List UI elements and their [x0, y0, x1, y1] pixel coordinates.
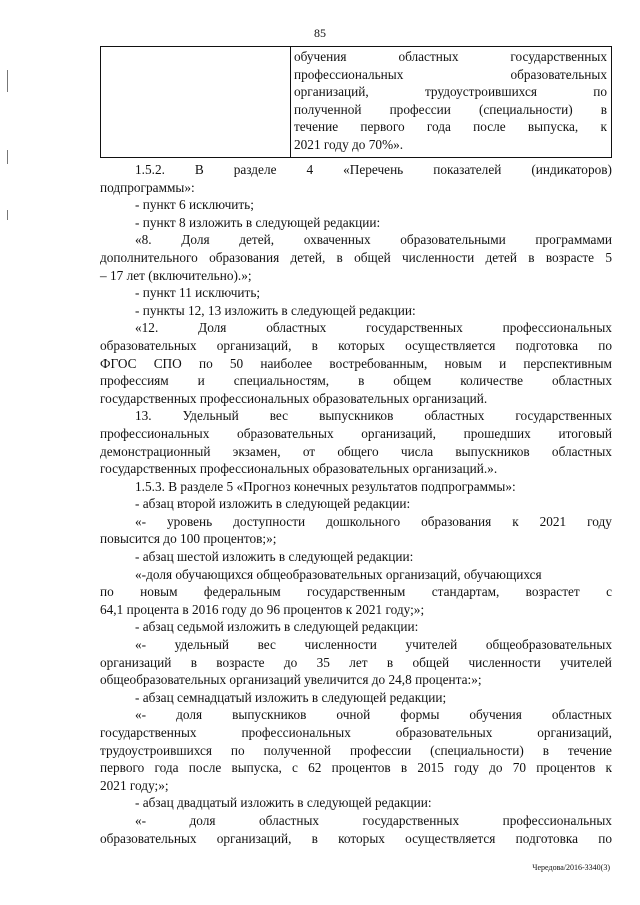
- word: уровень: [167, 513, 213, 529]
- word: возрастет: [525, 584, 580, 600]
- word: в: [600, 101, 607, 117]
- text-line: повысится до 100 процентов;»;: [100, 531, 277, 547]
- text-line: [100, 654, 612, 672]
- word: процентов: [536, 760, 596, 776]
- text-line: [100, 583, 612, 601]
- table-cell-line: [294, 101, 607, 119]
- word: разделе: [233, 162, 277, 177]
- text-line: [100, 407, 612, 425]
- word: выпускников: [455, 443, 530, 459]
- text-line: - абзац двадцатый изложить в следующей редакции:: [135, 795, 432, 811]
- table-cell-line: [294, 136, 607, 154]
- word: полученной: [294, 101, 362, 117]
- word: профессиональных: [502, 812, 612, 828]
- word: дополнительного: [100, 249, 198, 265]
- text-line: - пункт 6 исключить;: [135, 197, 254, 213]
- word: профессии: [389, 101, 451, 117]
- binding-margin-mark: [7, 210, 8, 220]
- word: числа: [400, 443, 434, 459]
- word: областных: [259, 812, 320, 828]
- text-line: - пункты 12, 13 изложить в следующей редакции:: [135, 302, 416, 318]
- word: профессиональных: [294, 66, 404, 82]
- word: 2021: [539, 513, 567, 529]
- word: трудоустроившихся: [424, 84, 537, 100]
- text-line: [100, 513, 612, 531]
- word: областных: [551, 443, 612, 459]
- text-line: подпрограммы»:: [100, 179, 195, 195]
- word: формы: [400, 707, 440, 723]
- table-cell-line: [294, 66, 607, 84]
- word: выпускников: [319, 408, 394, 424]
- word: образовательных: [510, 66, 607, 82]
- word: выпуска,: [231, 760, 282, 776]
- word: областных: [424, 408, 485, 424]
- text-line: - абзац второй изложить в следующей редакции:: [135, 496, 411, 512]
- word: с: [292, 760, 298, 776]
- word: показателей: [433, 162, 502, 177]
- word: по: [598, 337, 612, 353]
- word: «-: [135, 637, 147, 653]
- word: областных: [551, 373, 612, 389]
- word: «Перечень: [343, 162, 404, 177]
- word: 2021 году до 70%».: [294, 136, 404, 152]
- word: профессиональных: [241, 725, 351, 740]
- word: после: [188, 760, 222, 776]
- word: году: [454, 760, 479, 776]
- word: в: [311, 337, 318, 353]
- word: 13.: [135, 408, 152, 424]
- word: доступности: [233, 513, 306, 529]
- word: демонстрационный: [100, 443, 211, 459]
- word: государственных: [100, 725, 197, 740]
- word: общем: [393, 373, 432, 389]
- word: вес: [269, 408, 289, 424]
- word: образовательными: [400, 232, 506, 248]
- table-fragment: [100, 46, 612, 158]
- word: первого: [100, 760, 145, 776]
- word: численности: [468, 654, 541, 670]
- word: полученной: [263, 742, 332, 758]
- word: образовательных: [100, 337, 197, 353]
- text-line: - пункт 11 исключить;: [135, 285, 261, 301]
- word: профессии: [349, 742, 412, 758]
- word: 5: [605, 249, 612, 265]
- word: прошедших: [463, 425, 531, 441]
- word: общеобразовательных: [485, 637, 612, 653]
- word: возрасте: [545, 249, 595, 265]
- word: возрасте: [216, 654, 265, 670]
- word: государственных: [366, 320, 463, 336]
- text-line: [100, 319, 612, 337]
- word: 62: [308, 760, 322, 776]
- word: которых: [338, 337, 385, 353]
- word: 50: [229, 355, 244, 371]
- word: «-: [135, 812, 147, 828]
- word: организаций: [100, 654, 172, 670]
- word: по: [100, 584, 114, 600]
- word: «-: [135, 707, 147, 723]
- word: 2015: [417, 760, 444, 776]
- text-line: – 17 лет (включительно).»;: [100, 267, 252, 283]
- word: процентов: [331, 760, 391, 776]
- word: детей,: [239, 232, 275, 248]
- table-cell-line: [294, 118, 607, 136]
- word: областных: [266, 320, 327, 336]
- word: выпускников: [232, 707, 307, 723]
- word: «-: [135, 513, 147, 529]
- word: образовательных: [237, 425, 334, 441]
- word: детей: [485, 249, 518, 265]
- word: экзамен,: [232, 443, 281, 459]
- text-line: 64,1 процента в 2016 году до 96 процентов к 2021 году;»;: [100, 601, 425, 617]
- text-line: - абзац шестой изложить в следующей редакции:: [135, 549, 414, 565]
- text-line: - абзац седьмой изложить в следующей редакции:: [135, 619, 419, 635]
- word: в: [528, 249, 535, 265]
- word: года: [426, 119, 451, 135]
- word: организаций,: [216, 337, 292, 353]
- word: в: [336, 249, 343, 265]
- word: доля: [189, 812, 216, 828]
- word: к: [605, 760, 612, 776]
- word: доля: [176, 707, 203, 723]
- word: общего: [337, 443, 379, 459]
- word: вес: [257, 637, 276, 653]
- word: востребованным,: [329, 355, 428, 371]
- word: в: [542, 742, 549, 758]
- word: областных: [398, 49, 459, 64]
- text-line: «-доля обучающихся общеобразовательных организаций, обучающихся: [135, 566, 542, 582]
- text-line: государственных профессиональных образовательных организаций.: [100, 390, 488, 406]
- word: Доля: [198, 320, 227, 336]
- word: специальностям,: [233, 373, 330, 389]
- word: в: [400, 760, 408, 776]
- word: в: [311, 830, 318, 846]
- word: выпуска,: [527, 119, 579, 135]
- page-number: 85: [314, 26, 326, 40]
- word: (специальности): [430, 742, 524, 758]
- word: профессиональных: [100, 425, 210, 441]
- word: по: [198, 355, 213, 371]
- word: организаций,: [361, 425, 436, 441]
- word: государственных: [510, 49, 607, 64]
- text-line: [100, 337, 612, 355]
- word: новым: [444, 355, 482, 371]
- binding-margin-mark: [7, 150, 8, 164]
- word: организаций,: [216, 830, 292, 846]
- word: течение: [567, 742, 612, 758]
- text-line: [100, 830, 612, 848]
- text-line: [100, 355, 612, 373]
- word: от: [302, 443, 316, 459]
- word: программами: [535, 232, 612, 248]
- word: очной: [336, 707, 371, 723]
- word: В: [194, 162, 204, 177]
- word: учителей: [560, 654, 612, 670]
- word: государственных: [515, 408, 612, 424]
- word: и: [197, 373, 205, 389]
- word: численности: [304, 637, 377, 653]
- word: количестве: [460, 373, 523, 389]
- word: года: [154, 760, 179, 776]
- text-line: [100, 231, 612, 249]
- table-cell-line: [294, 48, 607, 66]
- word: которых: [338, 830, 385, 846]
- word: охваченных: [303, 232, 371, 248]
- word: «12.: [135, 320, 159, 336]
- word: 70: [512, 760, 527, 776]
- word: обучения: [469, 707, 522, 723]
- word: СПО: [153, 355, 182, 371]
- word: детей,: [290, 249, 326, 265]
- text-line: [100, 759, 612, 777]
- word: профессиональных: [502, 320, 612, 336]
- word: областных: [551, 707, 612, 723]
- word: до: [489, 760, 503, 776]
- word: первого: [360, 119, 405, 135]
- word: и: [499, 355, 507, 371]
- text-line: [100, 636, 612, 654]
- word: федеральным: [203, 584, 281, 600]
- word: стандартам,: [431, 584, 500, 600]
- word: подготовка: [515, 830, 579, 846]
- word: 4: [306, 162, 314, 177]
- text-line: [100, 742, 612, 760]
- word: государственных: [362, 812, 460, 828]
- word: образования: [209, 249, 280, 265]
- word: к: [600, 119, 607, 135]
- table-cell-text: [294, 48, 607, 154]
- word: «8.: [135, 232, 152, 248]
- word: учителей: [405, 637, 458, 653]
- text-line: - абзац семнадцатый изложить в следующей редакции;: [135, 689, 447, 705]
- word: (индикаторов): [531, 162, 612, 177]
- word: 35: [316, 654, 330, 670]
- word: осуществляется: [405, 830, 496, 846]
- word: подготовка: [515, 337, 579, 353]
- text-line: 2021 году;»;: [100, 777, 169, 793]
- word: численности: [402, 249, 475, 265]
- word: Удельный: [182, 408, 239, 424]
- word: новым: [140, 584, 178, 600]
- word: году: [587, 513, 612, 529]
- word: течение: [294, 119, 339, 135]
- word: итоговый: [558, 425, 612, 441]
- table-column-divider: [290, 47, 291, 157]
- word: осуществляется: [405, 337, 496, 353]
- word: лет: [349, 654, 368, 670]
- text-line: [100, 249, 612, 267]
- text-line: государственных профессиональных образовательных организаций.».: [100, 461, 498, 477]
- word: Доля: [181, 232, 210, 248]
- word: по: [593, 84, 607, 100]
- word: наиболее: [260, 355, 313, 371]
- word: в: [358, 373, 365, 389]
- text-line: [100, 724, 612, 742]
- binding-margin-mark: [7, 70, 8, 92]
- word: по: [230, 742, 245, 758]
- word: 1.5.2.: [135, 162, 165, 177]
- word: организаций,: [294, 84, 369, 100]
- word: дошкольного: [326, 513, 401, 529]
- text-line: [100, 706, 612, 724]
- word: образовательных: [100, 830, 197, 846]
- word: (специальности): [478, 101, 573, 117]
- text-line: [100, 443, 612, 461]
- table-cell-line: [294, 83, 607, 101]
- word: трудоустроившихся: [100, 742, 213, 758]
- word: ФГОС: [100, 355, 137, 371]
- text-line: [100, 372, 612, 390]
- word: после: [473, 119, 506, 135]
- text-line: [100, 425, 612, 443]
- word: до: [283, 654, 298, 670]
- word: общей: [354, 249, 391, 265]
- word: в: [190, 654, 197, 670]
- word: к: [512, 513, 519, 529]
- word: по: [598, 830, 612, 846]
- word: общей: [412, 654, 450, 670]
- word: образования: [421, 513, 492, 529]
- word: образовательных: [395, 725, 493, 740]
- word: с: [606, 584, 612, 600]
- word: обучения: [294, 49, 347, 64]
- word: в: [386, 654, 394, 670]
- word: организаций,: [537, 725, 612, 740]
- word: удельный: [174, 637, 230, 653]
- footer-document-code: Чередова/2016-3340(3): [532, 863, 610, 872]
- word: профессиям: [100, 373, 169, 389]
- document-body: [100, 161, 612, 847]
- word: государственным: [307, 584, 406, 600]
- text-line: [100, 161, 612, 179]
- text-line: 1.5.3. В разделе 5 «Прогноз конечных результатов подпрограммы»:: [135, 478, 516, 494]
- word: перспективным: [523, 355, 612, 371]
- text-line: [100, 812, 612, 830]
- text-line: - пункт 8 изложить в следующей редакции:: [135, 214, 381, 230]
- text-line: общеобразовательных организаций увеличится до 24,8 процента:»;: [100, 672, 482, 688]
